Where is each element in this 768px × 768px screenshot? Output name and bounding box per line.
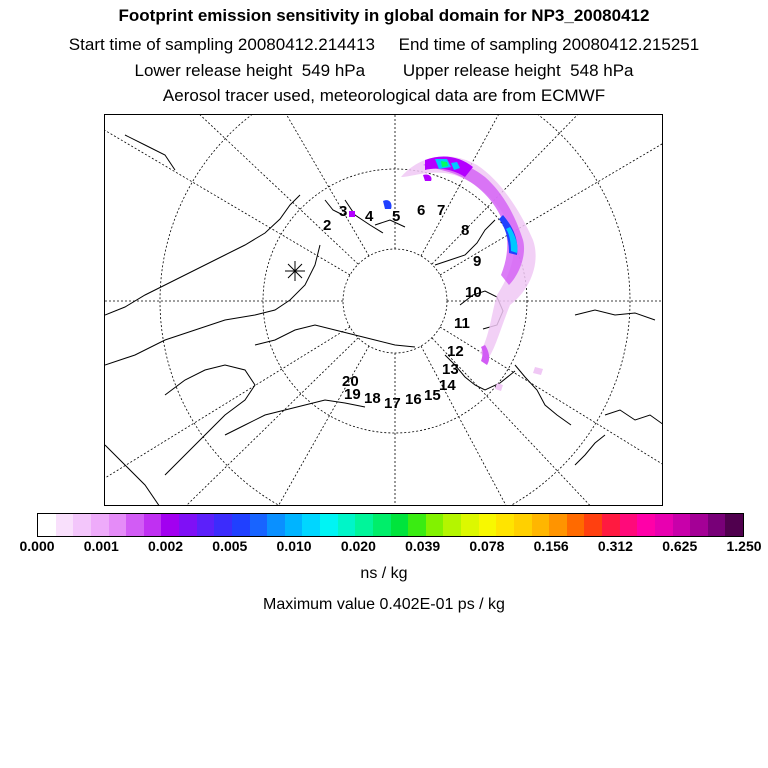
colorbar-swatch (514, 514, 532, 536)
colorbar-tick-label: 0.005 (212, 538, 248, 554)
coastlines (105, 135, 663, 506)
trajectory-label: 3 (339, 203, 348, 220)
colorbar-swatch (285, 514, 303, 536)
colorbar-unit: ns / kg (360, 565, 408, 582)
end-time-label: End time of sampling 20080412.215251 (398, 35, 700, 54)
colorbar-swatch (91, 514, 109, 536)
colorbar-swatch (179, 514, 197, 536)
colorbar-tick-label: 0.625 (662, 538, 698, 554)
colorbar-swatch (655, 514, 673, 536)
graticule (105, 115, 663, 506)
colorbar-swatch (38, 514, 56, 536)
colorbar-tick-label: 0.156 (533, 538, 569, 554)
colorbar-tick-label: 0.002 (148, 538, 184, 554)
max-value-text: Maximum value 0.402E-01 ps / kg (263, 596, 505, 613)
sampling-time-line (0, 35, 768, 55)
lower-height-label: Lower release height 549 hPa (134, 61, 366, 80)
colorbar-swatch (584, 514, 602, 536)
trajectory-label: 18 (364, 390, 381, 407)
colorbar-swatch (320, 514, 338, 536)
colorbar-swatch (496, 514, 514, 536)
colorbar-swatch (725, 514, 743, 536)
colorbar-tick-label: 0.312 (597, 538, 633, 554)
trajectory-label: 9 (473, 253, 482, 270)
colorbar-swatch (461, 514, 479, 536)
colorbar-swatch (73, 514, 91, 536)
trajectory-label: 20 (342, 373, 359, 390)
colorbar-swatch (302, 514, 320, 536)
colorbar-swatch (232, 514, 250, 536)
trajectory-label: 16 (405, 391, 422, 408)
colorbar-tick-label: 0.039 (405, 538, 441, 554)
start-time-label: Start time of sampling 20080412.214413 (68, 35, 376, 54)
colorbar-tick-label: 1.250 (726, 538, 762, 554)
colorbar-swatch (426, 514, 444, 536)
colorbar-swatch (690, 514, 708, 536)
colorbar-swatch (56, 514, 74, 536)
trajectory-label: 11 (454, 315, 470, 332)
trajectory-label: 10 (465, 284, 482, 301)
upper-height-label: Upper release height 548 hPa (402, 61, 634, 80)
trajectory-label: 15 (424, 387, 441, 404)
colorbar-tick-label: 0.001 (83, 538, 119, 554)
colorbar-swatch (443, 514, 461, 536)
colorbar-swatch (267, 514, 285, 536)
colorbar-swatch (637, 514, 655, 536)
colorbar (37, 513, 744, 537)
trajectory-label: 13 (442, 361, 459, 378)
colorbar-swatch (197, 514, 215, 536)
plot-title: Footprint emission sensitivity in global domain for NP3_20080412 (118, 6, 650, 25)
trajectory-label: 12 (447, 343, 464, 360)
trajectory-label: 14 (439, 377, 456, 394)
colorbar-swatch (479, 514, 497, 536)
colorbar-tick-label: 0.010 (276, 538, 312, 554)
colorbar-swatch (567, 514, 585, 536)
colorbar-swatch (355, 514, 373, 536)
release-marker (285, 261, 305, 281)
colorbar-tick-label: 0.020 (340, 538, 376, 554)
tracer-line: Aerosol tracer used, meteorological data are from ECMWF (162, 86, 606, 105)
trajectory-labels (323, 202, 482, 412)
colorbar-swatch (161, 514, 179, 536)
colorbar-swatch (391, 514, 409, 536)
colorbar-swatch (620, 514, 638, 536)
colorbar-swatch (109, 514, 127, 536)
trajectory-label: 17 (384, 395, 401, 412)
colorbar-ticks (0, 538, 768, 558)
colorbar-swatch (214, 514, 232, 536)
release-height-line (0, 61, 768, 81)
trajectory-label: 7 (437, 202, 446, 219)
colorbar-swatch (602, 514, 620, 536)
colorbar-swatch (338, 514, 356, 536)
colorbar-swatch (408, 514, 426, 536)
polar-map (104, 114, 663, 506)
colorbar-swatch (373, 514, 391, 536)
colorbar-tick-label: 0.078 (469, 538, 505, 554)
colorbar-swatch (708, 514, 726, 536)
colorbar-swatch (126, 514, 144, 536)
trajectory-label: 8 (461, 222, 470, 239)
colorbar-swatch (532, 514, 550, 536)
colorbar-swatch (250, 514, 268, 536)
map-svg (105, 115, 663, 506)
trajectory-label: 5 (392, 208, 401, 225)
trajectory-label: 6 (417, 202, 426, 219)
colorbar-swatch (144, 514, 162, 536)
colorbar-tick-label: 0.000 (19, 538, 55, 554)
trajectory-label: 4 (365, 208, 374, 225)
trajectory-label: 19 (344, 386, 361, 403)
colorbar-swatch (549, 514, 567, 536)
trajectory-label: 2 (323, 217, 332, 234)
colorbar-swatch (673, 514, 691, 536)
